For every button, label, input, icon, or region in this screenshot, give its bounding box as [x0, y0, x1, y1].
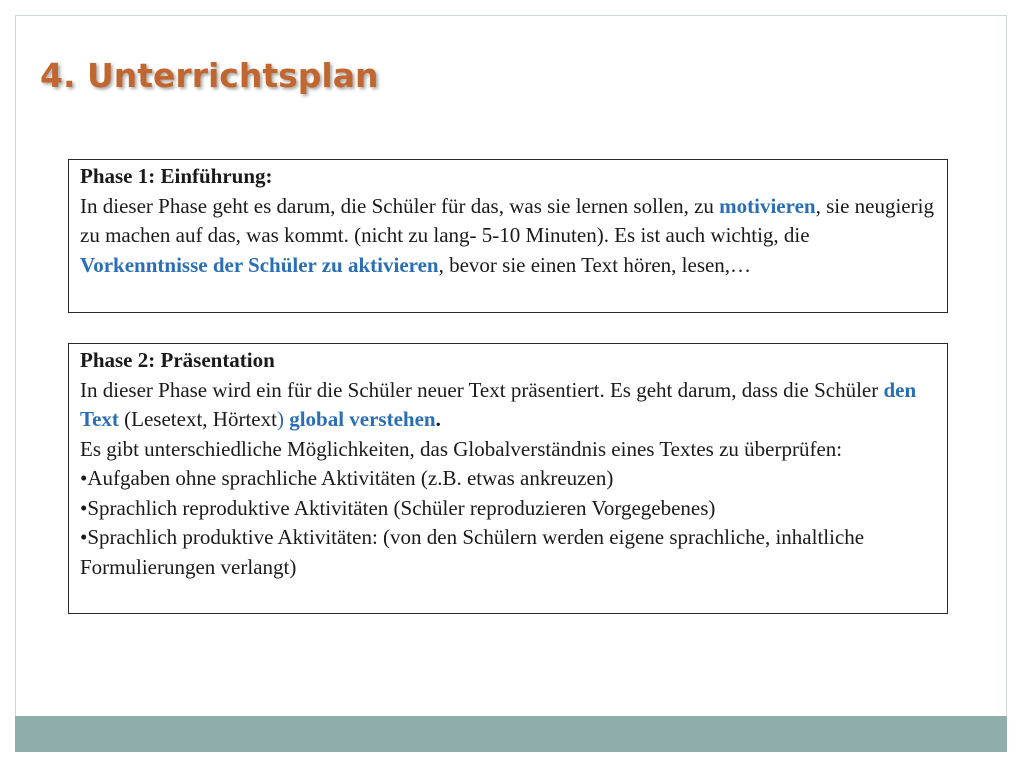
- phase2-text-1: In dieser Phase wird ein für die Schüler neuer Text präsentiert. Es geht darum, dass die Schüler: [80, 377, 884, 402]
- phase2-box: [68, 343, 948, 614]
- phase1-text: [80, 192, 937, 281]
- phase2-bullet-2: •Sprachlich reproduktive Aktivitäten (Schüler reproduzieren Vorgegebenes): [80, 495, 716, 520]
- phase1-heading: Phase 1: Einführung:: [80, 164, 273, 188]
- footer-bar: [15, 716, 1007, 752]
- phase2-bullet-3: •Sprachlich produktive Aktivitäten: (von den Schülern werden eigene sprachliche, inhaltliche Formulierungen verlangt): [80, 525, 865, 579]
- phase2-text-2b: ): [276, 407, 290, 431]
- phase1-highlight-motivieren: motivieren: [719, 193, 816, 218]
- phase2-text: [80, 376, 937, 435]
- phase1-highlight-vorkenntnisse: Vorkenntnisse der Schüler zu aktivieren: [80, 252, 439, 277]
- phase1-box: [68, 159, 948, 313]
- phase2-paragraph-2: Es gibt unterschiedliche Möglichkeiten, das Globalverständnis eines Textes zu überprüfen:: [80, 436, 843, 461]
- phase1-text-3: , bevor sie einen Text hören, lesen,…: [438, 252, 752, 277]
- phase2-text-3: .: [435, 407, 441, 431]
- phase1-text-1: In dieser Phase geht es darum, die Schüler für das, was sie lernen sollen, zu: [80, 193, 720, 218]
- phase2-text-2: (Lesetext, Hörtext: [118, 407, 277, 431]
- phase2-bullet-1: •Aufgaben ohne sprachliche Aktivitäten (z.B. etwas ankreuzen): [80, 466, 614, 490]
- phase2-highlight-den-text: den Text: [80, 377, 917, 431]
- phase1-text-2: , sie neugierig zu machen auf das, was kommt. (nicht zu lang- 5-10 Minuten). Es ist auch wichtig, die: [80, 193, 934, 247]
- phase2-highlight-global-verstehen: global verstehen: [289, 407, 436, 431]
- slide-title: 4. Unterrichtsplan: [40, 56, 379, 95]
- phase2-heading: Phase 2: Präsentation: [80, 348, 275, 372]
